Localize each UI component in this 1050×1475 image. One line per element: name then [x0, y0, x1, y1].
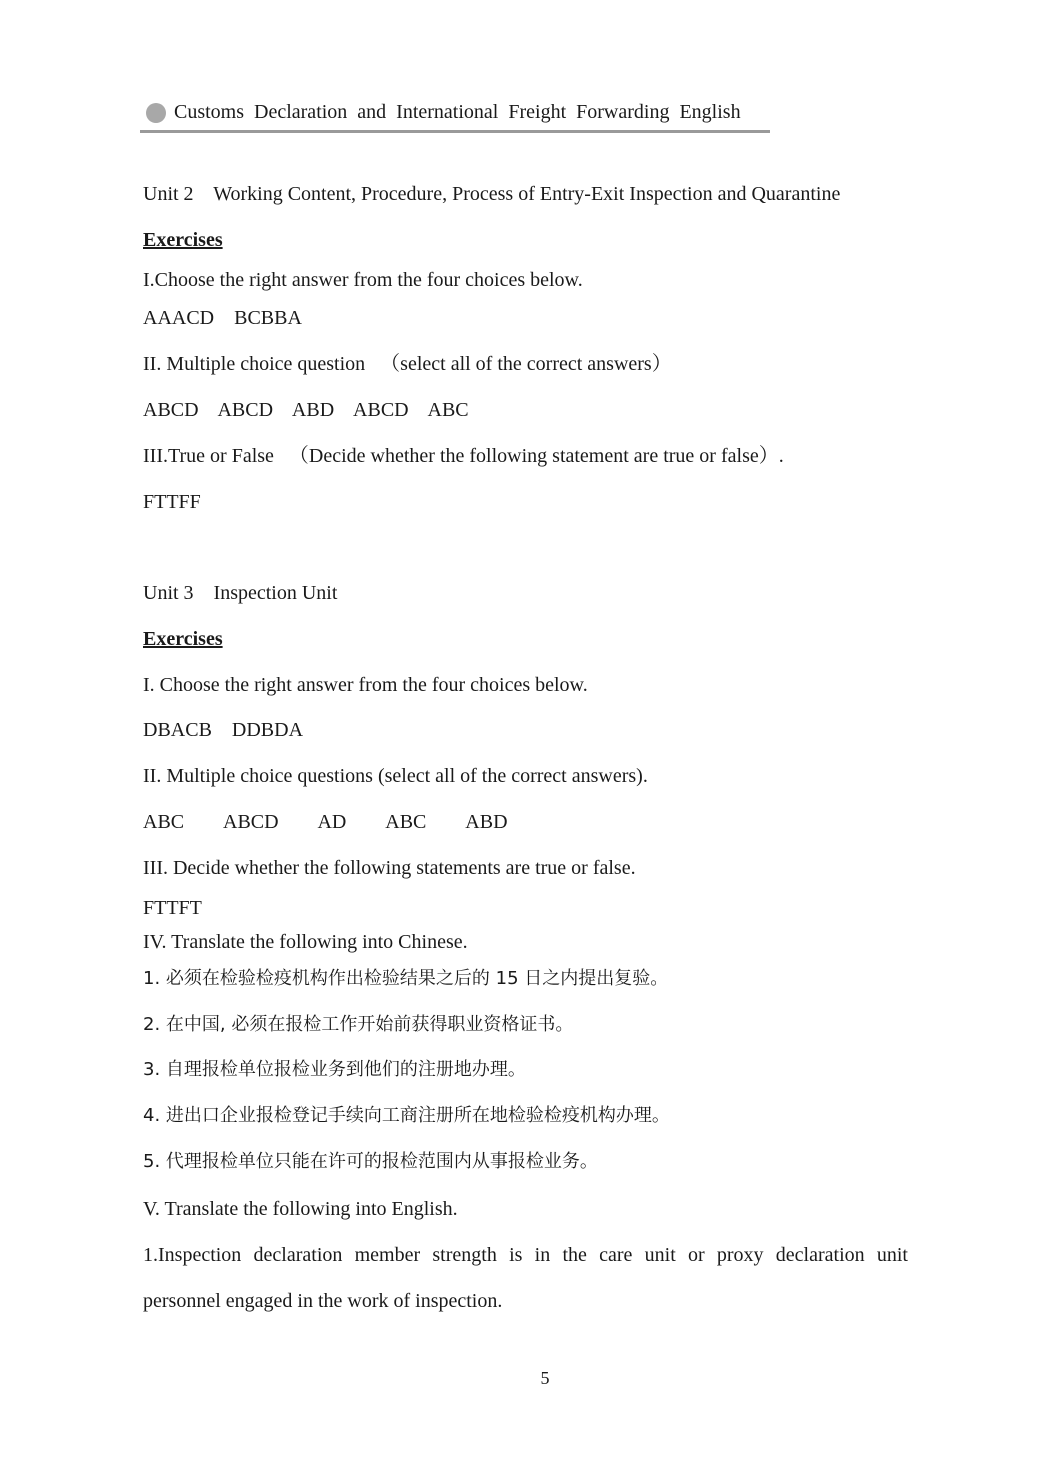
bullet-circle-icon — [146, 103, 166, 123]
unit3-answer-3: FTTFT — [143, 897, 202, 919]
unit3-question-5: V. Translate the following into English. — [143, 1198, 458, 1220]
unit2-question-2: II. Multiple choice question （select all of the correct answers） — [143, 353, 672, 375]
unit2-exercises-heading: Exercises — [143, 229, 223, 251]
unit3-question-1: I. Choose the right answer from the four choices below. — [143, 674, 588, 696]
unit2-answer-3: FTTFF — [143, 491, 201, 513]
chinese-answer-2: 2. 在中国, 必须在报检工作开始前获得职业资格证书。 — [143, 1014, 574, 1035]
unit3-question-2: II. Multiple choice questions (select all of the correct answers). — [143, 765, 648, 787]
unit3-title: Unit 3 Inspection Unit — [143, 582, 338, 604]
chinese-answer-3: 3. 自理报检单位报检业务到他们的注册地办理。 — [143, 1059, 526, 1080]
chinese-answer-1: 1. 必须在检验检疫机构作出检验结果之后的 15 日之内提出复验。 — [143, 968, 669, 989]
header-title: Customs Declaration and International Freight Forwarding English — [174, 101, 741, 123]
unit3-exercises-heading: Exercises — [143, 628, 223, 650]
english-answer-line-2: personnel engaged in the work of inspection. — [143, 1290, 503, 1312]
running-header — [140, 100, 770, 133]
chinese-answer-4: 4. 进出口企业报检登记手续向工商注册所在地检验检疫机构办理。 — [143, 1105, 670, 1126]
english-answer-line-1: 1.Inspection declaration member strength is in the care unit or proxy declaration unit — [143, 1244, 908, 1266]
unit3-answer-2: ABC ABCD AD ABC ABD — [143, 811, 508, 833]
unit2-question-1: I.Choose the right answer from the four choices below. — [143, 269, 583, 291]
unit3-question-4: IV. Translate the following into Chinese. — [143, 931, 468, 953]
chinese-answer-5: 5. 代理报检单位只能在许可的报检范围内从事报检业务。 — [143, 1151, 598, 1172]
unit2-answer-1: AAACD BCBBA — [143, 307, 302, 329]
unit3-answer-1: DBACB DDBDA — [143, 719, 304, 741]
unit2-question-3: III.True or False （Decide whether the following statement are true or false）. — [143, 445, 784, 467]
unit3-question-3: III. Decide whether the following statements are true or false. — [143, 857, 636, 879]
unit2-answer-2: ABCD ABCD ABD ABCD ABC — [143, 399, 469, 421]
page-number: 5 — [540, 1368, 550, 1388]
unit2-title: Unit 2 Working Content, Procedure, Process of Entry-Exit Inspection and Quarantine — [143, 183, 841, 205]
